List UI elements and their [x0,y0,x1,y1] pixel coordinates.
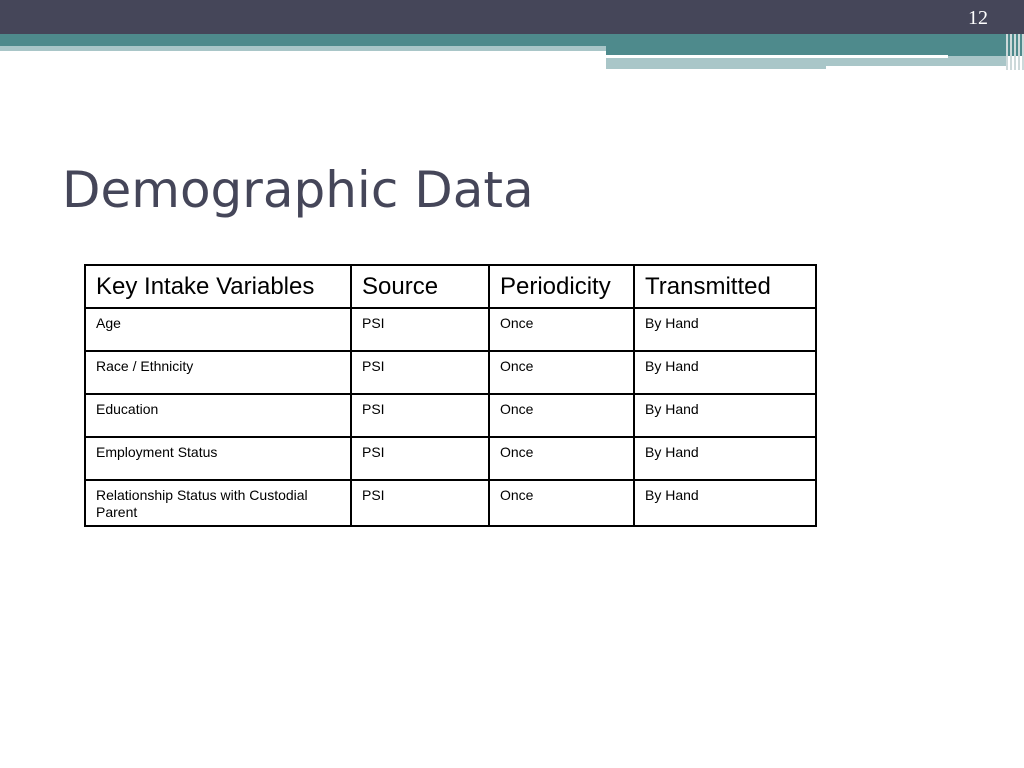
cell-variable: Age [85,308,351,351]
cell-transmitted: By Hand [634,308,816,351]
variables-table [84,264,817,527]
cell-periodicity: Once [489,308,634,351]
table-row [85,308,816,351]
cell-periodicity: Once [489,394,634,437]
column-header-key-intake-variables: Key Intake Variables [85,265,351,308]
cell-variable: Relationship Status with Custodial Parent [85,480,351,526]
cell-source: PSI [351,437,489,480]
header-light-stripe [0,46,606,51]
cell-transmitted: By Hand [634,351,816,394]
cell-periodicity: Once [489,480,634,526]
cell-source: PSI [351,394,489,437]
column-header-transmitted: Transmitted [634,265,816,308]
cell-variable: Education [85,394,351,437]
column-header-source: Source [351,265,489,308]
cell-source: PSI [351,308,489,351]
slide-title: Demographic Data [62,161,534,219]
table-row [85,480,816,526]
column-header-periodicity: Periodicity [489,265,634,308]
cell-source: PSI [351,480,489,526]
table-row [85,394,816,437]
table-row [85,351,816,394]
cell-transmitted: By Hand [634,437,816,480]
cell-variable: Employment Status [85,437,351,480]
cell-transmitted: By Hand [634,394,816,437]
cell-source: PSI [351,351,489,394]
table-row [85,437,816,480]
header-dark-band [0,0,1024,34]
header-edge-stripes [1004,34,1024,70]
header-teal-band [0,34,1024,46]
cell-variable: Race / Ethnicity [85,351,351,394]
cell-periodicity: Once [489,351,634,394]
header-right-sub-stripe [606,66,826,69]
cell-periodicity: Once [489,437,634,480]
header-right-white-line [606,55,948,58]
page-number: 12 [968,7,988,29]
table-header-row [85,265,816,308]
cell-transmitted: By Hand [634,480,816,526]
